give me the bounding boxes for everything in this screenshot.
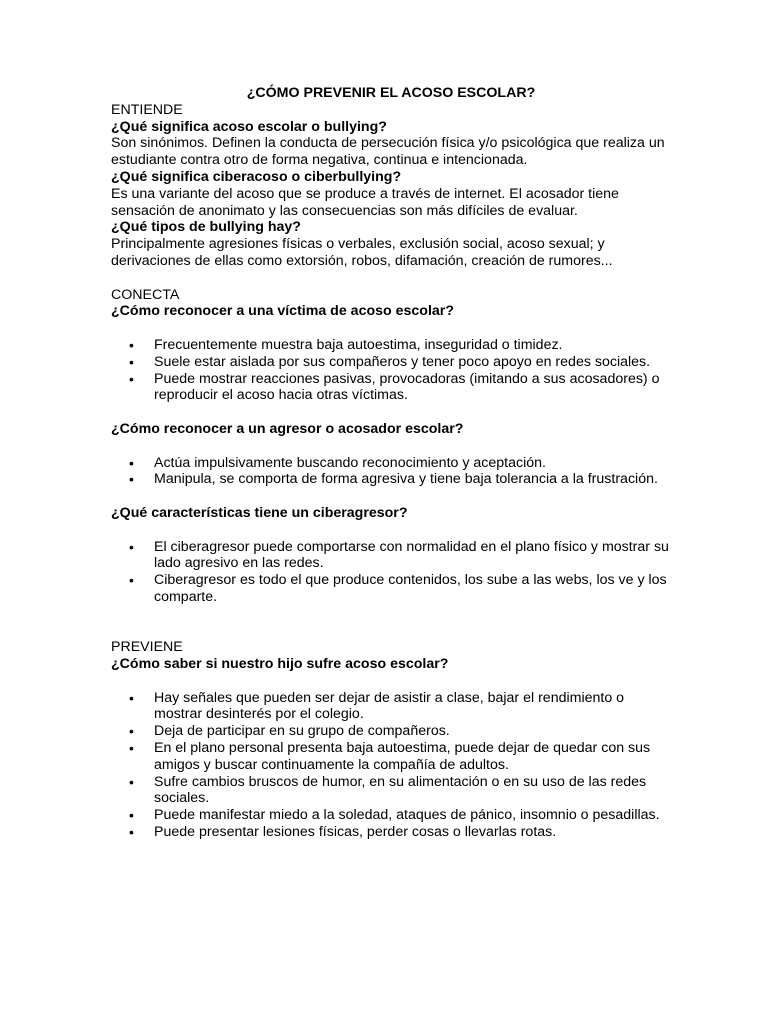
bullet-icon: • [129,807,134,824]
section-heading-conecta: CONECTA [111,286,180,303]
answer: Es una variante del acoso que se produce a través de internet. El acosador tiene sensación de anonimato y las consecuencias son más difíciles de evaluar. [111,185,619,219]
bullet-list [111,690,671,841]
list-item: • El ciberagresor puede comportarse con normalidad en el plano físico y mostrar su lado agresivo en las redes. [129,538,669,572]
bullet-icon: • [129,572,134,589]
question: ¿Qué tipos de bullying hay? [111,219,301,236]
document-page [111,85,671,841]
list-item: • Puede manifestar miedo a la soledad, ataques de pánico, insomnio o pesadillas. [129,807,660,824]
bullet-icon: • [129,689,134,706]
bullet-list [111,539,671,606]
document-title: ¿CÓMO PREVENIR EL ACOSO ESCOLAR? [246,85,536,101]
list-item: • Puede presentar lesiones físicas, perder cosas o llevarlas rotas. [129,824,557,841]
question: ¿Qué características tiene un ciberagresor? [111,504,408,521]
bullet-icon: • [129,538,134,555]
question: ¿Cómo saber si nuestro hijo sufre acoso escolar? [111,656,449,673]
bullet-icon: • [129,336,134,353]
question: ¿Cómo reconocer a un agresor o acosador escolar? [111,420,464,437]
bullet-icon: • [129,740,134,757]
bullet-icon: • [129,353,134,370]
question: ¿Qué significa ciberacoso o ciberbullying? [111,168,402,185]
list-item: • Ciberagresor es todo el que produce contenidos, los sube a las webs, los ve y los comparte. [129,572,667,605]
list-item: • Deja de participar en su grupo de compañeros. [129,723,450,740]
list-item: • Actúa impulsivamente buscando reconocimiento y aceptación. [129,454,546,471]
bullet-icon: • [129,454,134,471]
question: ¿Qué significa acoso escolar o bullying? [111,118,387,135]
list-item: • Manipula, se comporta de forma agresiva y tiene baja tolerancia a la frustración. [129,471,658,488]
answer: Son sinónimos. Definen la conducta de persecución física y/o psicológica que realiza un estudiante contra otro de forma negativa, continua e intencionada. [111,135,665,169]
section-heading-previene: PREVIENE [111,639,183,656]
list-item: • Puede mostrar reacciones pasivas, provocadoras (imitando a sus acosadores) o reproducir el acoso hacia otras víctimas. [129,370,660,404]
section-heading-entiende: ENTIENDE [111,101,183,118]
question: ¿Cómo reconocer a una víctima de acoso escolar? [111,303,454,320]
list-item: • En el plano personal presenta baja autoestima, puede dejar de quedar con sus amigos y buscar continuamente la compañía de adultos. [129,740,651,773]
list-item: • Sufre cambios bruscos de humor, en su alimentación o en su uso de las redes sociales. [129,773,647,807]
bullet-icon: • [129,723,134,740]
bullet-icon: • [129,773,134,790]
list-item: • Hay señales que pueden ser dejar de asistir a clase, bajar el rendimiento o mostrar desinterés por el colegio. [129,689,625,723]
bullet-list [111,337,671,404]
bullet-icon: • [129,471,134,488]
list-item: • Suele estar aislada por sus compañeros y tener poco apoyo en redes sociales. [129,353,651,370]
answer: Principalmente agresiones físicas o verbales, exclusión social, acoso sexual; y derivaciones de ellas como extorsión, robos, difamación, creación de rumores... [111,236,613,269]
bullet-icon: • [129,824,134,841]
bullet-list [111,455,671,489]
list-item: • Frecuentemente muestra baja autoestima, inseguridad o timidez. [129,336,563,353]
bullet-icon: • [129,370,134,387]
